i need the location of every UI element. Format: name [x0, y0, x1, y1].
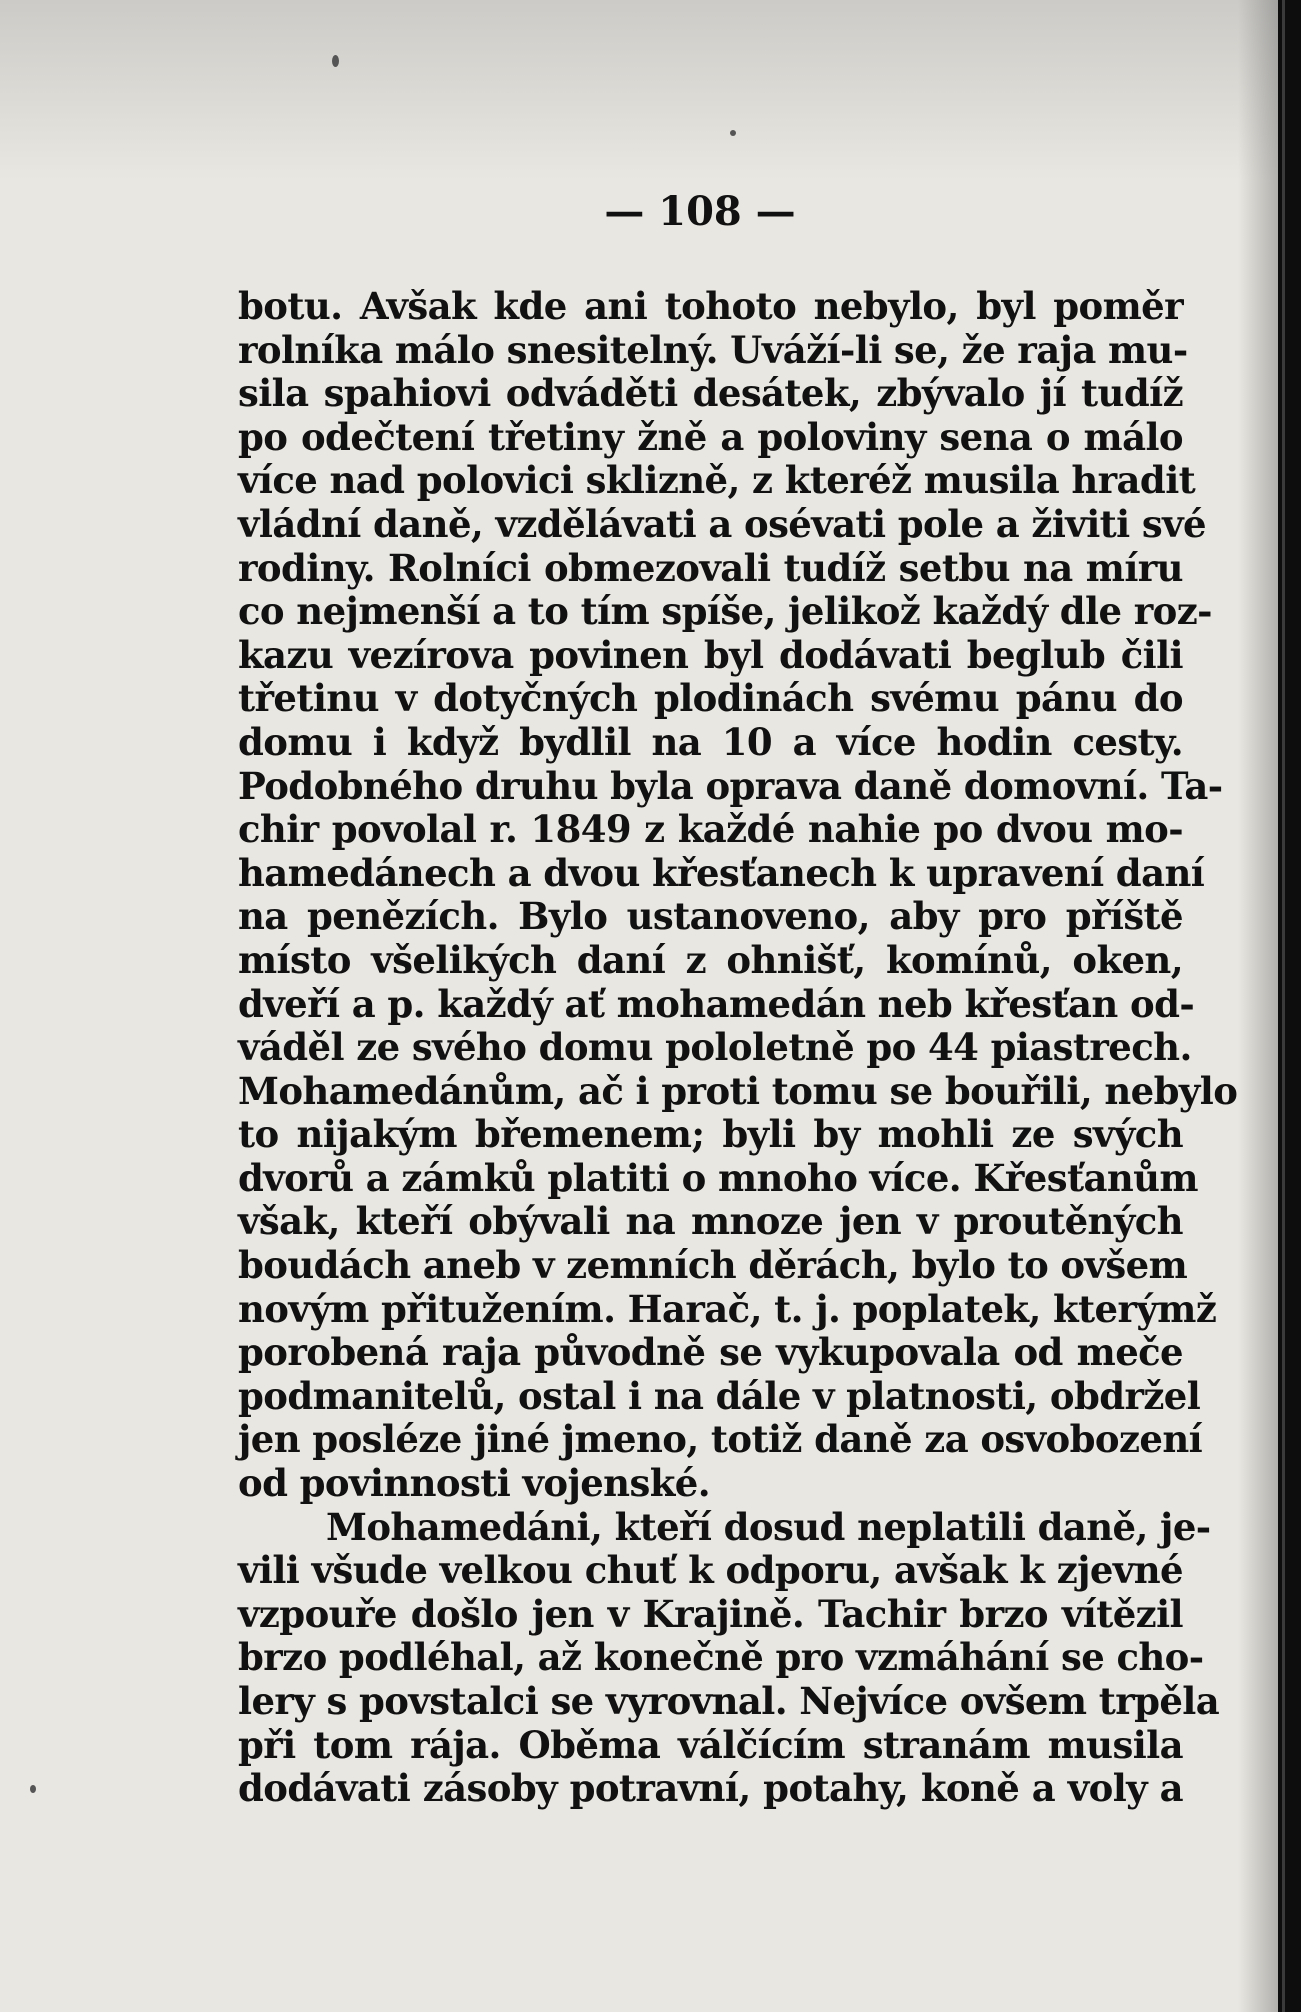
- text-line: hamedánech a dvou křesťanech k upravení daní: [238, 850, 1205, 895]
- text-line: dodávati zásoby potravní, potahy, koně a voly a: [238, 1766, 1183, 1811]
- ink-spot: [30, 1785, 36, 1793]
- book-edge-line: [1282, 0, 1285, 2012]
- text-line: na penězích. Bylo ustanoveno, aby pro příště: [238, 894, 1183, 939]
- text-line: místo všelikých daní z ohnišť, komínů, oken,: [238, 937, 1183, 982]
- text-line: rolníka málo snesitelný. Uváží-li se, že raja mu-: [238, 327, 1188, 372]
- text-line: rodiny. Rolníci obmezovali tudíž setbu na míru: [238, 545, 1183, 590]
- ink-spot: [332, 55, 339, 67]
- text-line: po odečtení třetiny žně a poloviny sena o málo: [238, 414, 1183, 459]
- text-line: dvorů a zámků platiti o mnoho více. Křesťanům: [238, 1155, 1198, 1200]
- text-line: boudách aneb v zemních děrách, bylo to ovšem: [238, 1243, 1188, 1288]
- text-line: lery s povstalci se vyrovnal. Nejvíce ovšem trpěla: [238, 1679, 1220, 1723]
- text-line: Podobného druhu byla oprava daně domovní. Ta-: [238, 763, 1223, 808]
- text-line: brzo podléhal, až konečně pro vzmáhání se cho-: [238, 1635, 1204, 1680]
- text-line: botu. Avšak kde ani tohoto nebylo, byl poměr: [238, 284, 1183, 328]
- text-line: co nejmenší a to tím spíše, jelikož každý dle roz-: [238, 589, 1212, 634]
- text-line: vzpouře došlo jen v Krajině. Tachir brzo vítězil: [238, 1591, 1183, 1636]
- text-line: novým přitužením. Harač, t. j. poplatek, kterýmž: [238, 1286, 1217, 1331]
- ink-spot: [730, 130, 736, 136]
- text-line: jen posléze jiné jmeno, totiž daně za osvobození: [238, 1417, 1203, 1462]
- text-line: vládní daně, vzdělávati a osévati pole a živiti své: [238, 501, 1206, 546]
- text-line: Mohamedáni, kteří dosud neplatili daně, je-: [326, 1504, 1211, 1549]
- text-line: chir povolal r. 1849 z každé nahie po dvou mo-: [238, 807, 1183, 852]
- text-line: Mohamedánům, ač i proti tomu se bouřili, nebylo: [238, 1068, 1238, 1113]
- text-line: však, kteří obývali na mnoze jen v proutěných: [238, 1199, 1183, 1244]
- text-line: více nad polovici sklizně, z kteréž musila hradit: [238, 458, 1196, 503]
- body-text: [238, 284, 1238, 1811]
- text-line: třetinu v dotyčných plodinách svému pánu do: [238, 676, 1183, 721]
- text-line: sila spahiovi odváděti desátek, zbývalo jí tudíž: [238, 371, 1183, 416]
- page-number: — 108 —: [604, 188, 796, 235]
- text-line: váděl ze svého domu pololetně po 44 piastrech.: [238, 1025, 1192, 1070]
- text-line: kazu vezírova povinen byl dodávati beglub čili: [238, 632, 1183, 677]
- text-line: domu i když bydlil na 10 a více hodin cesty.: [238, 719, 1183, 764]
- text-line: od povinnosti vojenské.: [238, 1461, 710, 1506]
- text-line: porobená raja původně se vykupovala od meče: [238, 1330, 1183, 1375]
- text-line: vili všude velkou chuť k odporu, avšak k zjevné: [238, 1548, 1183, 1593]
- text-line: dveří a p. každý ať mohamedán neb křesťan od-: [238, 981, 1195, 1026]
- text-line: podmanitelů, ostal i na dále v platnosti, obdržel: [238, 1373, 1201, 1418]
- text-line: při tom rája. Oběma válčícím stranám musila: [238, 1722, 1183, 1767]
- text-line: to nijakým břemenem; byli by mohli ze svých: [238, 1112, 1183, 1157]
